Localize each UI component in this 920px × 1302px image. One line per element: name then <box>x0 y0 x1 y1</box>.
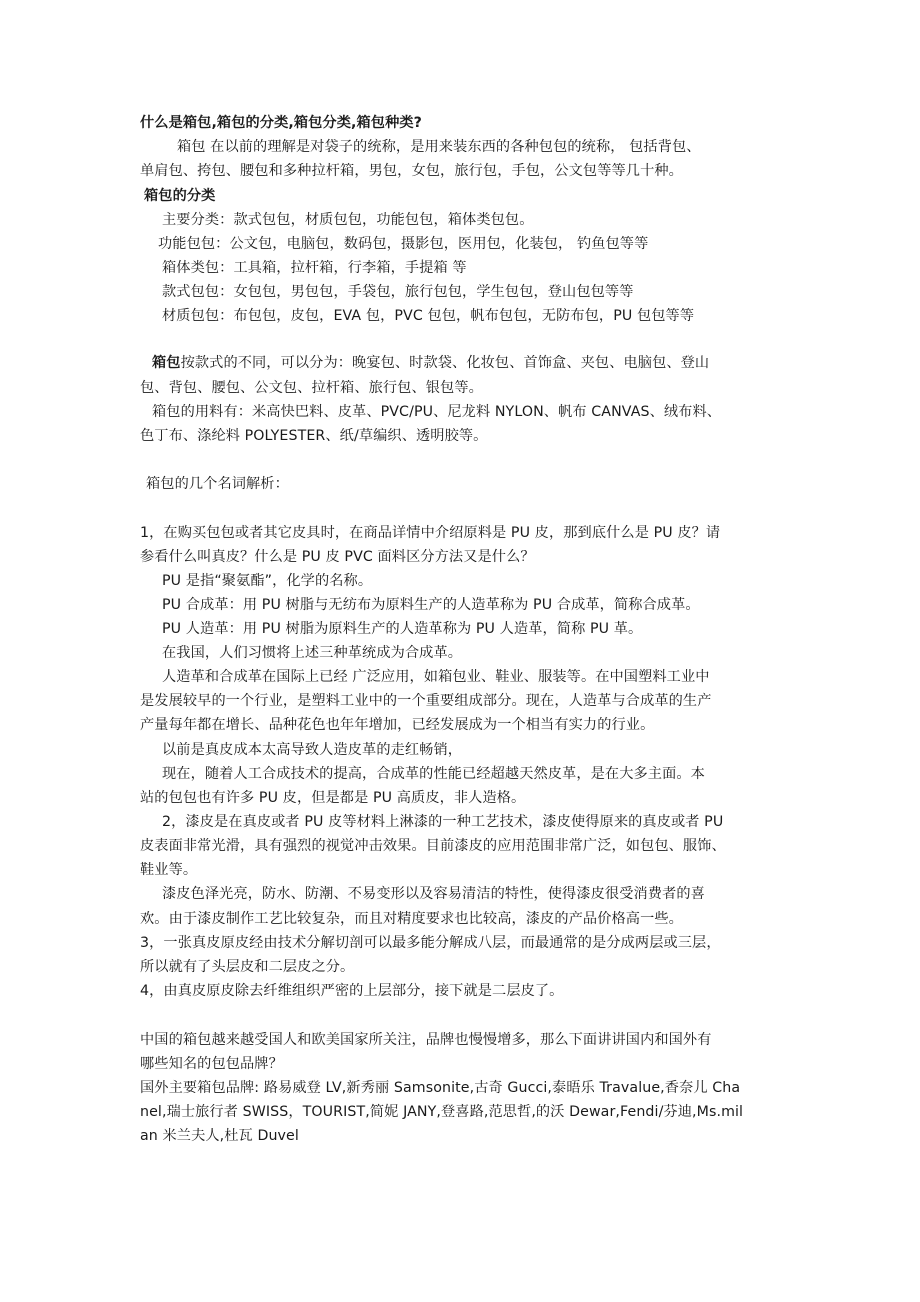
glossary-heading: 箱包的几个名词解析： <box>146 476 289 492</box>
glossary-line: 站的包包也有许多 PU 皮，但是都是 PU 高质皮，非人造格。 <box>140 790 526 806</box>
classify-main: 主要分类：款式包包，材质包包，功能包包，箱体类包包。 <box>162 212 534 228</box>
doc-title: 什么是箱包,箱包的分类,箱包分类,箱包种类? <box>140 115 422 131</box>
classify-style: 款式包包：女包包，男包包，手袋包，旅行包包，学生包包，登山包包等等 <box>162 284 634 300</box>
glossary-line: 鞋业等。 <box>140 862 198 878</box>
classify-material: 材质包包：布包包，皮包，EVA 包，PVC 包包，帆布包包，无防布包，PU 包包等等 <box>162 308 695 324</box>
glossary-line: 所以就有了头层皮和二层皮之分。 <box>140 959 355 975</box>
glossary-line: PU 人造革：用 PU 树脂为原料生产的人造革称为 PU 人造革，简称 PU 革。 <box>162 621 643 637</box>
brands-line-2: 哪些知名的包包品牌？ <box>140 1056 283 1072</box>
glossary-line: 现在，随着人工合成技术的提高，合成革的性能已经超越天然皮革，是在大多主面。本 <box>162 766 705 782</box>
materials-line-2: 色丁布、涤纶料 POLYESTER、纸/草编织、透明胶等。 <box>140 428 488 444</box>
glossary-line: 在我国，人们习惯将上述三种革统成为合成革。 <box>162 645 463 661</box>
glossary-line: PU 是指“聚氨酯”，化学的名称。 <box>162 573 373 589</box>
by-style-text: 按款式的不同，可以分为：晚宴包、时款袋、化妆包、首饰盒、夹包、电脑包、登山 <box>180 355 710 371</box>
glossary-line: 参看什么叫真皮？什么是 PU 皮 PVC 面料区分方法又是什么？ <box>140 549 535 565</box>
brands-line-3: 国外主要箱包品牌: 路易威登 LV,新秀丽 Samsonite,古奇 Gucci,泰晤乐 Travalue,香奈儿 Cha <box>140 1080 741 1096</box>
glossary-line: 1，在购买包包或者其它皮具时，在商品详情中介绍原料是 PU 皮，那到底什么是 PU 皮？请 <box>140 525 721 541</box>
brands-line-1: 中国的箱包越来越受国人和欧美国家所关注，品牌也慢慢增多，那么下面讲讲国内和国外有 <box>140 1032 712 1048</box>
by-style-line-2: 包、背包、腰包、公文包、拉杆箱、旅行包、银包等。 <box>140 380 483 396</box>
glossary-line: 人造革和合成革在国际上已经 广泛应用，如箱包业、鞋业、服装等。在中国塑料工业中 <box>162 669 710 685</box>
glossary-line: 产量每年都在增长、品种花色也年年增加，已经发展成为一个相当有实力的行业。 <box>140 717 655 733</box>
by-style-bold-lead: 箱包 <box>152 355 181 371</box>
by-style-line-1 <box>152 352 709 374</box>
classify-function: 功能包包：公文包，电脑包，数码包，摄影包，医用包，化装包， 钓鱼包等等 <box>158 236 649 252</box>
brands-line-5: an 米兰夫人,杜瓦 Duvel <box>140 1128 299 1144</box>
glossary-line: 皮表面非常光滑，具有强烈的视觉冲击效果。目前漆皮的应用范围非常广泛，如包包、服饰、 <box>140 838 726 854</box>
glossary-line: PU 合成革：用 PU 树脂与无纺布为原料生产的人造革称为 PU 合成革，简称合成革。 <box>162 597 700 613</box>
glossary-line: 3，一张真皮原皮经由技术分解切剖可以最多能分解成八层，而最通常的是分成两层或三层， <box>140 935 721 951</box>
glossary-line: 4，由真皮原皮除去纤维组织严密的上层部分，接下就是二层皮了。 <box>140 983 564 999</box>
materials-line-1: 箱包的用料有：米高快巴料、皮革、PVC/PU、尼龙料 NYLON、帆布 CANVAS、绒布料、 <box>152 404 722 420</box>
glossary-line: 是发展较早的一个行业，是塑料工业中的一个重要组成部分。现在，人造革与合成革的生产 <box>140 693 712 709</box>
intro-line-2: 单肩包、挎包、腰包和多种拉杆箱，男包，女包，旅行包，手包，公文包等等几十种。 <box>140 163 683 179</box>
glossary-line: 漆皮色泽光亮，防水、防潮、不易变形以及容易清洁的特性，使得漆皮很受消费者的喜 <box>162 886 705 902</box>
glossary-line: 以前是真皮成本太高导致人造皮革的走红畅销， <box>162 742 463 758</box>
brands-line-4: nel,瑞士旅行者 SWISS，TOURIST,简妮 JANY,登喜路,范思哲,的沃 Dewar,Fendi/芬迪,Ms.mil <box>140 1104 744 1120</box>
classify-box: 箱体类包：工具箱，拉杆箱，行李箱，手提箱 等 <box>162 260 467 276</box>
intro-line-1: 箱包 在以前的理解是对袋子的统称，是用来装东西的各种包包的统称， 包括背包、 <box>177 139 701 155</box>
glossary-line: 2，漆皮是在真皮或者 PU 皮等材料上淋漆的一种工艺技术，漆皮使得原来的真皮或者 PU <box>162 814 724 830</box>
classify-heading: 箱包的分类 <box>144 188 216 204</box>
glossary-line: 欢。由于漆皮制作工艺比较复杂，而且对精度要求也比较高，漆皮的产品价格高一些。 <box>140 911 683 927</box>
